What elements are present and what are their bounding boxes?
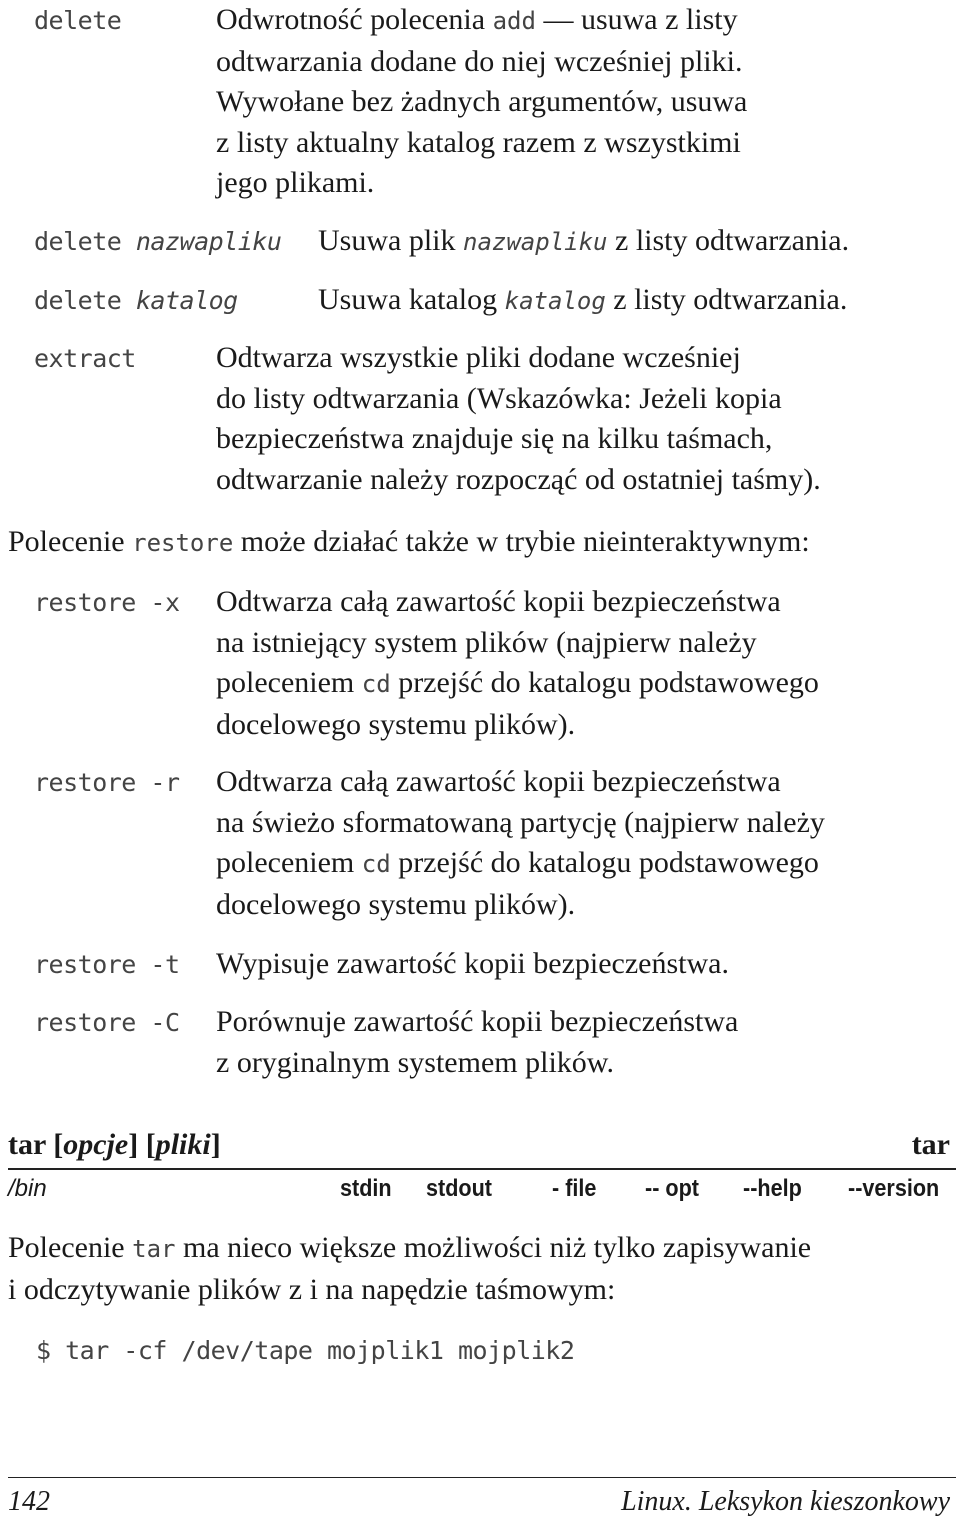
command-title-right: tar	[911, 1128, 950, 1161]
desc-text: poleceniem	[216, 666, 362, 699]
desc-line: bezpieczeństwa znajduje się na kilku taśmach,	[216, 422, 773, 455]
para-text: może działać także w trybie nieinteraktywnym:	[233, 525, 810, 558]
desc-extract	[216, 338, 821, 500]
desc-text: przejść do katalogu podstawowego	[390, 846, 819, 879]
desc-line: jego plikami.	[216, 166, 375, 199]
term-delete-nazwapliku	[34, 227, 281, 256]
term-cmd: delete	[34, 227, 122, 256]
meta-file: - file	[552, 1175, 597, 1202]
para-line: i odczytywanie plików z i na napędzie taśmowym:	[8, 1272, 616, 1306]
term-extract: extract	[34, 344, 136, 373]
desc-line: z oryginalnym systemem plików.	[216, 1045, 614, 1079]
desc-line: odtwarzania dodane do niej wcześniej pliki.	[216, 44, 743, 78]
para-text: Polecenie	[8, 1231, 133, 1264]
term-restore-t: restore -t	[34, 950, 180, 979]
bracket: ] [	[128, 1128, 156, 1161]
command-synopsis	[8, 1128, 221, 1162]
desc-text: — usuwa z listy	[535, 3, 738, 36]
book-title: Linux. Leksykon kieszonkowy	[621, 1486, 950, 1517]
footer-rule	[8, 1477, 956, 1478]
term-arg: katalog	[135, 286, 238, 315]
term-arg: nazwapliku	[135, 227, 282, 256]
inline-code: add	[492, 7, 536, 35]
desc-line: Odtwarza całą zawartość kopii bezpieczeństwa	[216, 765, 781, 798]
desc-delete-katalog	[318, 280, 847, 322]
code-example: $ tar -cf /dev/tape mojplik1 mojplik2	[36, 1336, 575, 1365]
synopsis-options: opcje	[63, 1128, 129, 1161]
meta-stdout: stdout	[426, 1175, 492, 1202]
meta-stdin: stdin	[340, 1175, 392, 1202]
command-location: /bin	[8, 1175, 47, 1202]
term-restore-x: restore -x	[34, 588, 180, 617]
term-restore-r: restore -r	[34, 768, 180, 797]
para-text: ma nieco większe możliwości niż tylko zapisywanie	[175, 1231, 812, 1264]
bracket: [	[45, 1128, 64, 1161]
desc-restore-r	[216, 762, 825, 925]
desc-line: na świeżo sformatowaną partycję (najpierw należy	[216, 805, 825, 839]
desc-line: Odtwarza całą zawartość kopii bezpieczeństwa	[216, 585, 781, 618]
inline-code: katalog	[504, 287, 606, 315]
desc-line: z listy aktualny katalog razem z wszystkimi	[216, 125, 741, 159]
para-text: Polecenie	[8, 525, 133, 558]
desc-line: Wypisuje zawartość kopii bezpieczeństwa.	[216, 947, 729, 980]
desc-delete	[216, 0, 747, 204]
inline-code: tar	[132, 1235, 176, 1263]
desc-line: Odtwarza wszystkie pliki dodane wcześniej	[216, 341, 741, 374]
desc-line: na istniejący system plików (najpierw należy	[216, 625, 757, 659]
desc-restore-x	[216, 582, 819, 745]
term-delete: delete	[34, 6, 122, 35]
desc-text: z listy odtwarzania.	[605, 283, 848, 316]
desc-text: z listy odtwarzania.	[607, 224, 850, 257]
term-cmd: delete	[34, 286, 122, 315]
desc-line: do listy odtwarzania (Wskazówka: Jeżeli kopia	[216, 381, 782, 415]
desc-line: Porównuje zawartość kopii bezpieczeństwa	[216, 1005, 739, 1038]
meta-help: --help	[743, 1175, 802, 1202]
desc-line: Wywołane bez żadnych argumentów, usuwa	[216, 85, 748, 118]
desc-text: Usuwa plik	[318, 224, 463, 257]
inline-code: cd	[361, 850, 391, 878]
term-restore-c: restore -C	[34, 1008, 180, 1037]
desc-line: docelowego systemu plików).	[216, 707, 576, 741]
desc-text: przejść do katalogu podstawowego	[390, 666, 819, 699]
desc-text: Usuwa katalog	[318, 283, 505, 316]
desc-text: Odwrotność polecenia	[216, 3, 493, 36]
paragraph-tar	[8, 1228, 811, 1310]
synopsis-files: pliki	[155, 1128, 211, 1161]
paragraph-restore	[8, 522, 810, 564]
term-delete-katalog	[34, 286, 238, 315]
desc-restore-c	[216, 1002, 738, 1083]
desc-restore-t	[216, 944, 729, 985]
meta-opt: -- opt	[645, 1175, 699, 1202]
inline-code: restore	[132, 529, 234, 557]
desc-delete-nazwapliku	[318, 221, 849, 263]
page-number: 142	[8, 1486, 50, 1517]
desc-line: odtwarzanie należy rozpocząć od ostatniej taśmy).	[216, 462, 821, 496]
meta-version: --version	[848, 1175, 940, 1202]
bracket: ]	[210, 1128, 221, 1161]
header-rule	[8, 1168, 956, 1170]
desc-line: docelowego systemu plików).	[216, 887, 576, 921]
inline-code: nazwapliku	[463, 228, 608, 256]
command-name: tar	[8, 1128, 46, 1161]
inline-code: cd	[361, 670, 391, 698]
desc-text: poleceniem	[216, 846, 362, 879]
